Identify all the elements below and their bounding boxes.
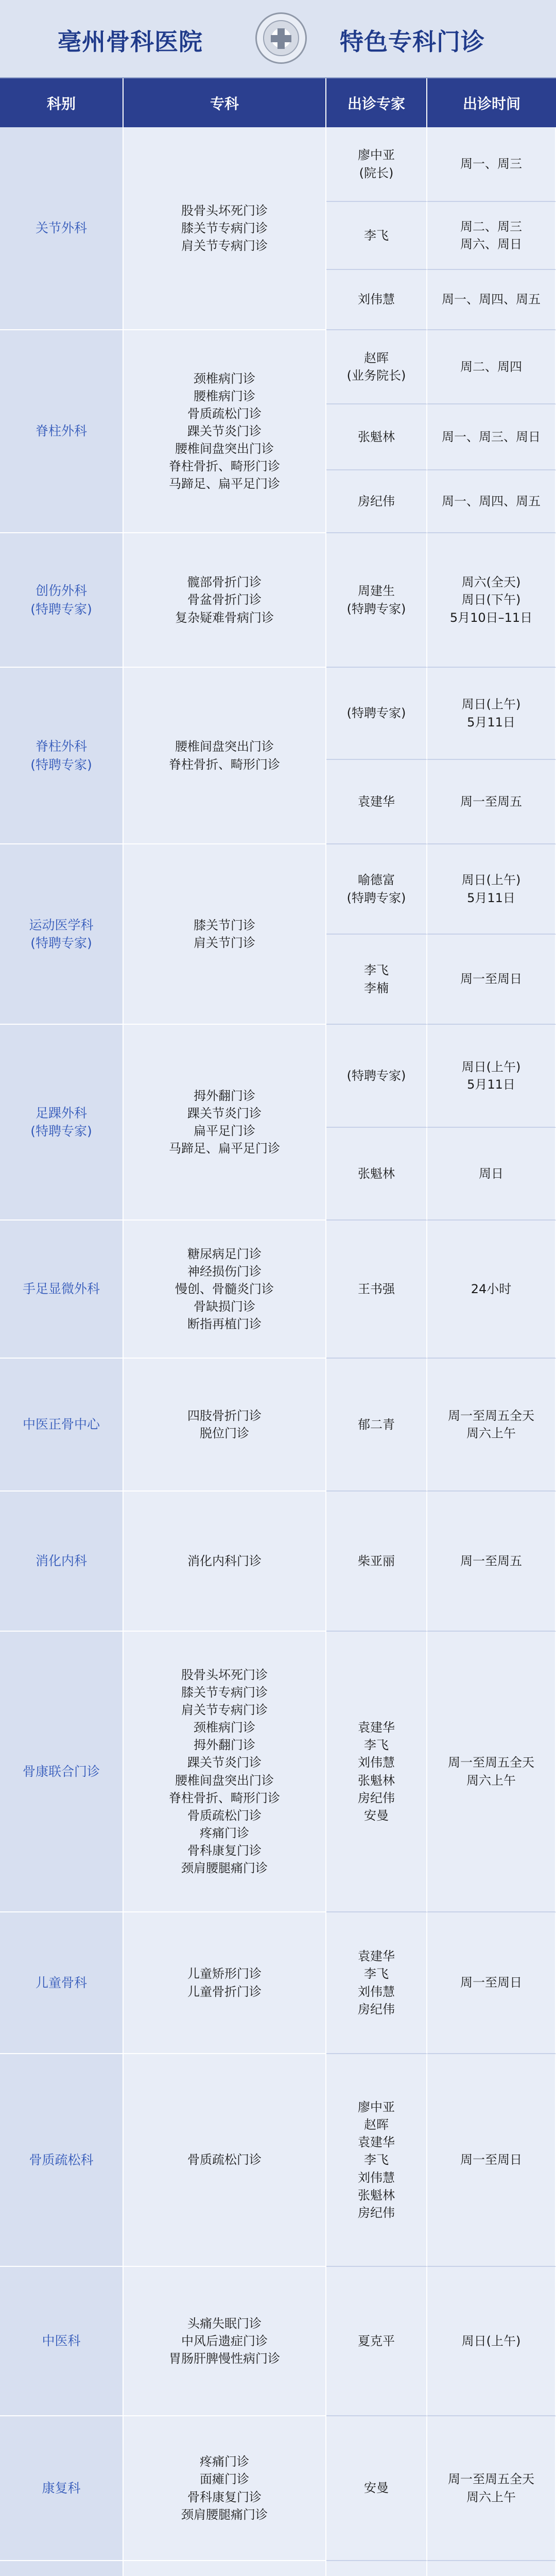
clinic-time: 周一至周五全天 周六上午 [427, 2416, 556, 2561]
department-name: 关节外科 [0, 127, 124, 330]
specialty-list: 髋部骨折门诊 骨盆骨折门诊 复杂疑难骨病门诊 [124, 533, 326, 668]
column-header-time: 出诊时间 [427, 78, 556, 127]
doctor-name: 袁建华 李飞 刘伟慧 房纪伟 [326, 1912, 427, 2054]
clinic-time: 周二、周四 [427, 330, 556, 404]
clinic-time: 24小时 [427, 1221, 556, 1359]
clinic-time: 周一至周五 [427, 1492, 556, 1632]
doctor-name [326, 2561, 427, 2576]
doctor-name: 袁建华 [326, 760, 427, 844]
doctor-name: 安曼 [326, 2416, 427, 2561]
clinic-time: 周一、周四、周五 [427, 270, 556, 330]
schedule-table [0, 78, 556, 2576]
doctor-name: 王书强 [326, 1221, 427, 1359]
clinic-time: 周日(上午) 5月11日 [427, 668, 556, 760]
specialty-list: 膝关节门诊 肩关节门诊 [124, 844, 326, 1025]
clinic-time: 周二、周三 周六、周日 [427, 202, 556, 270]
department-name: 中医科 [0, 2267, 124, 2416]
clinic-time: 周一至周五全天 周六上午 [427, 1632, 556, 1912]
department-name: 中医正骨中心 [0, 1359, 124, 1492]
clinic-time: 周日(上午) 5月11日 [427, 844, 556, 935]
clinic-time: 周日 [427, 1128, 556, 1221]
specialty-list: 疼痛门诊 面瘫门诊 骨科康复门诊 颈肩腰腿痛门诊 [124, 2416, 326, 2561]
doctor-name: 周建生 (特聘专家) [326, 533, 427, 668]
department-name [0, 2561, 124, 2576]
department-name: 骨质疏松科 [0, 2054, 124, 2267]
column-header-doctor: 出诊专家 [326, 78, 427, 127]
clinic-time: 周一至周日 [427, 1912, 556, 2054]
doctor-name: 李飞 [326, 202, 427, 270]
specialty-list: 骨质疏松门诊 [124, 2054, 326, 2267]
doctor-name: 郁二青 [326, 1359, 427, 1492]
column-header-specialty: 专科 [124, 78, 326, 127]
doctor-name: 张魁林 [326, 404, 427, 470]
doctor-name: 袁建华 李飞 刘伟慧 张魁林 房纪伟 安曼 [326, 1632, 427, 1912]
clinic-time: 周日(上午) [427, 2267, 556, 2416]
doctor-name: 廖中亚 (院长) [326, 127, 427, 202]
clinic-time: 周一、周三、周日 [427, 404, 556, 470]
specialty-list: 股骨头坏死门诊 膝关节专病门诊 肩关节专病门诊 [124, 127, 326, 330]
column-header-department: 科别 [0, 78, 124, 127]
doctor-name: 廖中亚 赵晖 袁建华 李飞 刘伟慧 张魁林 房纪伟 [326, 2054, 427, 2267]
doctor-name: 刘伟慧 [326, 270, 427, 330]
hospital-logo-icon [255, 12, 307, 64]
specialty-list: 拇外翻门诊 踝关节炎门诊 扁平足门诊 马蹄足、扁平足门诊 [124, 1025, 326, 1221]
doctor-name: 夏克平 [326, 2267, 427, 2416]
clinic-time: 周一至周五全天 周六上午 [427, 1359, 556, 1492]
department-name: 儿童骨科 [0, 1912, 124, 2054]
department-name: 手足显微外科 [0, 1221, 124, 1359]
specialty-list: 腰椎间盘突出门诊 脊柱骨折、畸形门诊 [124, 668, 326, 844]
department-name: 脊柱外科 (特聘专家) [0, 668, 124, 844]
doctor-name: (特聘专家) [326, 1025, 427, 1128]
doctor-name: 喻德富 (特聘专家) [326, 844, 427, 935]
doctor-name: (特聘专家) [326, 668, 427, 760]
specialty-list: 消化内科门诊 [124, 1492, 326, 1632]
page-title: 特色专科门诊 [340, 28, 485, 56]
department-name: 康复科 [0, 2416, 124, 2561]
department-name: 消化内科 [0, 1492, 124, 1632]
doctor-name: 房纪伟 [326, 470, 427, 533]
clinic-time: 周一至周五 [427, 760, 556, 844]
doctor-name: 张魁林 [326, 1128, 427, 1221]
page-header [0, 0, 556, 78]
clinic-time: 周一至周日 [427, 2054, 556, 2267]
clinic-time: 周一、周三 [427, 127, 556, 202]
department-name: 脊柱外科 [0, 330, 124, 533]
department-name: 运动医学科 (特聘专家) [0, 844, 124, 1025]
doctor-name: 柴亚丽 [326, 1492, 427, 1632]
specialty-list [124, 2561, 326, 2576]
specialty-list: 四肢骨折门诊 脱位门诊 [124, 1359, 326, 1492]
clinic-time: 周一至周日 [427, 935, 556, 1025]
specialty-list: 头痛失眠门诊 中风后遗症门诊 胃肠肝脾慢性病门诊 [124, 2267, 326, 2416]
specialty-list: 糖尿病足门诊 神经损伤门诊 慢创、骨髓炎门诊 骨缺损门诊 断指再植门诊 [124, 1221, 326, 1359]
department-name: 骨康联合门诊 [0, 1632, 124, 1912]
clinic-time: 周六(全天) 周日(下午) 5月10日–11日 [427, 533, 556, 668]
clinic-time: 周一、周四、周五 [427, 470, 556, 533]
hospital-name: 亳州骨科医院 [58, 28, 203, 56]
doctor-name: 赵晖 (业务院长) [326, 330, 427, 404]
clinic-time [427, 2561, 556, 2576]
department-name: 创伤外科 (特聘专家) [0, 533, 124, 668]
department-name: 足踝外科 (特聘专家) [0, 1025, 124, 1221]
specialty-list: 儿童矫形门诊 儿童骨折门诊 [124, 1912, 326, 2054]
specialty-list: 股骨头坏死门诊 膝关节专病门诊 肩关节专病门诊 颈椎病门诊 拇外翻门诊 踝关节炎门诊 腰椎间盘突出门诊 脊柱骨折、畸形门诊 骨质疏松门诊 疼痛门诊 骨科康复门诊 颈肩腰腿痛门诊 [124, 1632, 326, 1912]
clinic-time: 周日(上午) 5月11日 [427, 1025, 556, 1128]
doctor-name: 李飞 李楠 [326, 935, 427, 1025]
specialty-list: 颈椎病门诊 腰椎病门诊 骨质疏松门诊 踝关节炎门诊 腰椎间盘突出门诊 脊柱骨折、畸形门诊 马蹄足、扁平足门诊 [124, 330, 326, 533]
